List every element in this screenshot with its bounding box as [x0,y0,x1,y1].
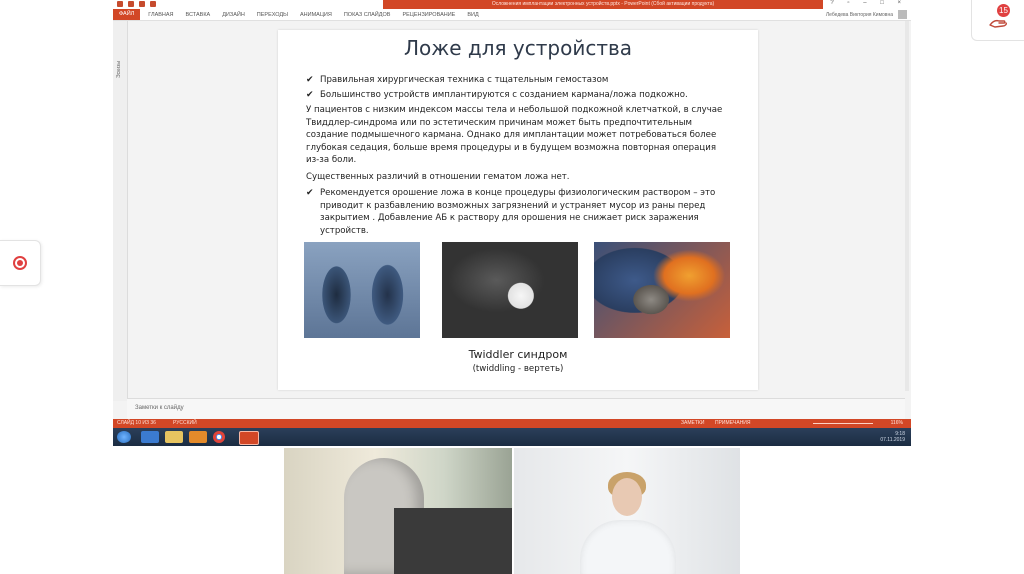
notes-field[interactable]: Заметки к слайду [127,398,905,419]
clock-time: 9:18 [895,431,905,437]
notifications-button[interactable] [971,0,1024,41]
paragraph: У пациентов с низким индексом массы тела и небольшой подкожной клетчаткой, в случае Твиддлер-синдрома или по эстетическим причинам может быть предпочтительным создание подмышечного кармана. Однако для имплантации может потребоваться более глубокая седация, больше время процедуры и в будущем возможна повторная операция из-за боли. [306,105,723,165]
xray-image [304,242,420,338]
presenter-face [612,478,642,516]
tab-view[interactable]: ВИД [467,11,479,18]
tab-file[interactable]: ФАЙЛ [113,9,140,20]
ie-icon[interactable] [141,431,159,443]
start-icon[interactable] [117,431,131,443]
webcam-right [514,448,740,574]
checkmark-icon: ✔ [306,75,314,85]
vertical-scrollbar[interactable] [905,21,909,391]
window-title: Осложнения имплантации электронных устройств.pptx - PowerPoint (Сбой активации продукта) [383,0,823,9]
paragraph: Существенных различий в отношении гематом ложа нет. [306,171,570,182]
chrome-icon[interactable] [213,431,225,443]
avatar[interactable] [898,10,907,19]
image-row [278,242,758,342]
undo-icon[interactable] [128,1,134,7]
slide-body [306,74,726,239]
user-name[interactable]: Лебедева Виктория Кимовна [825,11,893,18]
explorer-icon[interactable] [165,431,183,443]
slide-canvas[interactable] [278,30,758,390]
title-bar [113,0,911,9]
powerpoint-icon[interactable] [239,431,259,445]
status-bar [113,419,911,428]
image-subcaption: (twiddling - вертеть) [472,364,564,374]
quick-access-toolbar [117,1,156,7]
zoom-level[interactable]: 116% [890,420,903,426]
thumbnail-pane[interactable] [113,21,128,401]
tab-slideshow[interactable]: ПОКАЗ СЛАЙДОВ [343,11,391,18]
list-item: ✔ Правильная хирургическая техника с тщательным гемостазом [306,75,609,85]
list-item: ✔ Рекомендуется орошение ложа в конце процедуры физиологическим раствором – это приводит к разбавлению возможных загрязнений и устраняет мусор из раны перед закрытием . Добавление АБ к раствору для орошения не снижает риск заражения устройств. [306,188,716,236]
comments-button[interactable]: ПРИМЕЧАНИЯ [715,420,751,426]
image-caption: Twiddler синдром [468,348,568,361]
screen-share [113,0,911,446]
record-icon [13,256,27,270]
checkmark-icon: ✔ [306,89,314,100]
tab-review[interactable]: РЕЦЕНЗИРОВАНИЕ [402,11,456,18]
tab-design[interactable]: ДИЗАЙН [222,11,245,18]
webcam-left [284,448,512,574]
tab-transitions[interactable]: ПЕРЕХОДЫ [256,11,288,18]
notification-badge: 15 [997,4,1010,17]
tab-home[interactable]: ГЛАВНАЯ [148,11,174,18]
taskbar [113,428,911,446]
notes-button[interactable]: ЗАМЕТКИ [681,420,705,426]
tab-insert[interactable]: ВСТАВКА [185,11,211,18]
redo-icon[interactable] [139,1,145,7]
window-controls[interactable]: ? ▫ – □ × [830,0,907,6]
operating-table [394,508,512,574]
language-indicator[interactable]: РУССКИЙ [173,420,197,426]
presenter-coat [580,520,676,574]
zoom-slider[interactable] [813,423,873,424]
checkmark-icon: ✔ [306,188,314,198]
thumbnail-pane-label: Эскизы [116,61,122,78]
clock-date: 07.11.2019 [880,437,905,443]
surgery-image [594,242,730,338]
media-icon[interactable] [189,431,207,443]
system-tray[interactable] [880,431,905,443]
slideshow-icon[interactable] [150,1,156,7]
list-item: ✔ Большинство устройств имплантируются с созданием кармана/ложа подкожно. [306,89,688,100]
save-icon[interactable] [117,1,123,7]
record-button[interactable] [0,240,41,286]
ribbon-tabs [113,9,911,21]
slide-counter: СЛАЙД 10 ИЗ 36 [117,420,156,426]
slide-title: Ложе для устройства [403,36,633,60]
fluoroscopy-image [442,242,578,338]
tab-animation[interactable]: АНИМАЦИЯ [300,11,332,18]
